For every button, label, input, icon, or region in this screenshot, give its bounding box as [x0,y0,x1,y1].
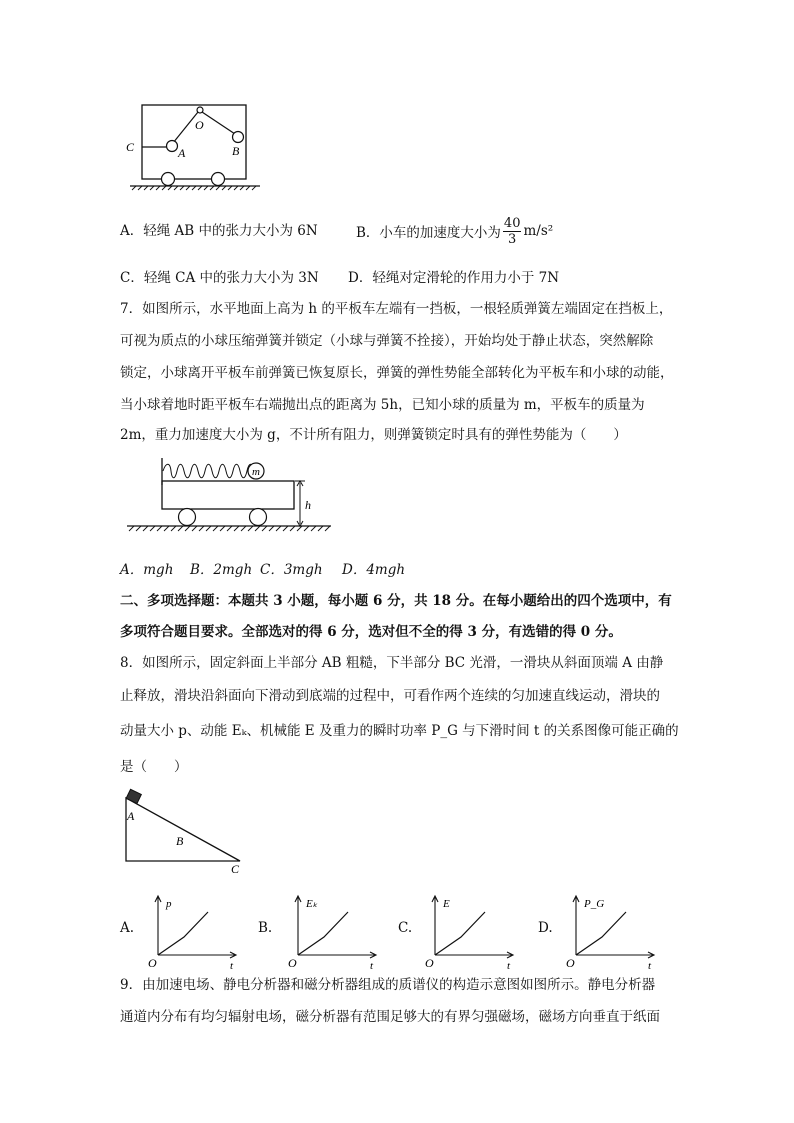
q8-graph-a-option: A. [120,920,135,936]
q7-line-1: 7．如图所示，水平地面上高为 h 的平板车左端有一挡板，一根轻质弹簧左端固定在挡板上， [120,301,673,317]
q6-option-d: D．轻绳对定滑轮的作用力小于 7N [348,270,560,286]
fig6-label-b: B [232,144,240,158]
q7-line-4: 当小球着地时距平板车右端抛出点的距离为 5h，已知小球的质量为 m，平板车的质量为 [120,397,645,413]
q6-fraction-numerator: 40 [503,215,521,231]
q8-graph-a-xlabel: t [230,960,234,972]
q8-graph-c-xlabel: t [507,960,511,972]
q6-option-a: A．轻绳 AB 中的张力大小为 6N [120,223,318,239]
q6-figure [120,95,270,195]
fig6-label-o: O [195,118,204,132]
q8-graph-d-xlabel: t [648,960,652,972]
q8-graph-c-ylabel: E [443,898,450,910]
q7-option-d: D．4mgh [342,562,406,578]
q8-graph-b-xlabel: t [370,960,374,972]
q7-line-3: 锁定，小球离开平板车前弹簧已恢复原长，弹簧的弹性势能全部转化为平板车和小球的动能， [120,365,674,381]
q8-graph-d-option: D. [538,920,553,936]
q8-graph-c-option: C. [398,920,413,936]
q8-graph-d [558,893,668,973]
fig8-label-b: B [176,834,184,848]
section2-line-2: 多项符合题目要求。全部选对的得 6 分，选对但不全的得 3 分，有选错的得 0 分。 [120,624,622,640]
q7-line-2: 可视为质点的小球压缩弹簧并锁定（小球与弹簧不拴接），开始均处于静止状态，突然解除 [120,333,654,349]
q8-graph-a [140,893,250,973]
q6-option-b-unit: m/s² [523,223,554,239]
fig7-label-m: m [252,466,260,478]
q8-graph-a-origin: O [148,956,157,970]
fig8-label-c: C [231,862,240,876]
q8-graph-c-origin: O [425,956,434,970]
q8-graph-c [417,893,527,973]
fig6-label-c: C [126,140,135,154]
q7-option-a: A．mgh [120,562,174,578]
q8-graph-b-option: B. [258,920,273,936]
q8-line-1: 8．如图所示，固定斜面上半部分 AB 粗糙，下半部分 BC 光滑，一滑块从斜面顶端 A 由静 [120,655,664,671]
q6-option-b [356,210,553,252]
q7-line-5: 2m，重力加速度大小为 g，不计所有阻力，则弹簧锁定时具有的弹性势能为（ ） [120,427,627,443]
q9-line-2: 通道内分布有均匀辐射电场，磁分析器有范围足够大的有界匀强磁场，磁场方向垂直于纸面 [120,1009,660,1025]
q8-graph-b-ylabel: Eₖ [306,898,318,910]
q8-graph-d-ylabel: P_G [584,898,605,910]
q6-option-c: C．轻绳 CA 中的张力大小为 3N [120,270,319,286]
q7-option-b: B．2mgh [190,562,253,578]
fig8-label-a: A [127,809,135,823]
q9-line-1: 9．由加速电场、静电分析器和磁分析器组成的质谱仪的构造示意图如图所示。静电分析器 [120,977,656,993]
q8-graph-a-ylabel: p [166,898,172,910]
q8-graph-b-origin: O [288,956,297,970]
q6-fraction [503,216,522,247]
fig6-label-a: A [178,146,186,160]
q8-graph-b [280,893,390,973]
q8-incline-figure [118,790,248,880]
q7-figure [125,455,325,545]
q6-fraction-denominator: 3 [508,231,517,247]
q7-option-c: C．3mgh [260,562,323,578]
q8-line-2: 止释放，滑块沿斜面向下滑动到底端的过程中，可看作两个连续的匀加速直线运动，滑块的 [120,688,660,704]
q8-graph-d-origin: O [566,956,575,970]
fig7-label-h: h [305,498,311,512]
q8-line-4: 是（ ） [120,759,188,775]
q6-option-b-text: B．小车的加速度大小为 [356,225,501,241]
q8-line-3: 动量大小 p、动能 Eₖ、机械能 E 及重力的瞬时功率 P_G 与下滑时间 t 的关系图像可能正确的 [120,723,679,739]
section2-line-1: 二、多项选择题：本题共 3 小题，每小题 6 分，共 18 分。在每小题给出的四个选项中，有 [120,593,672,609]
